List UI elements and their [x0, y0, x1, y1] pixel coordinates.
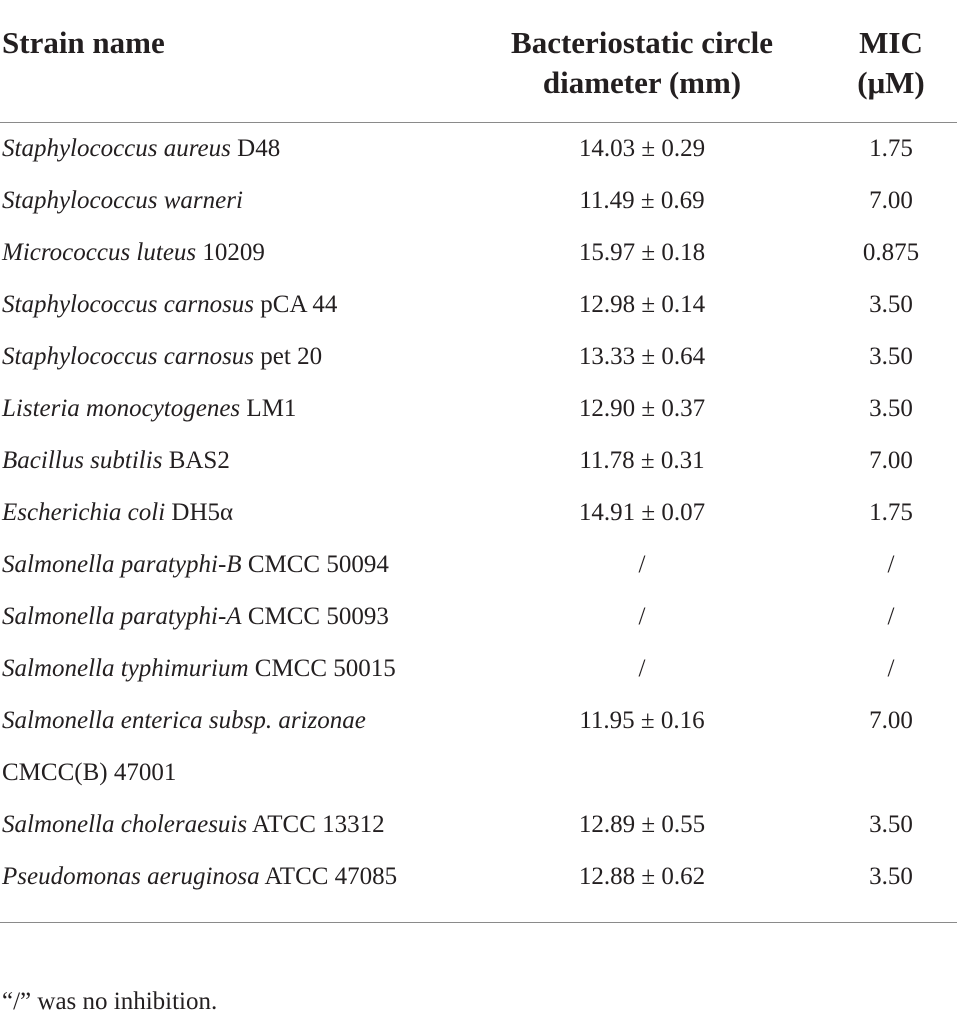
strain-id: ATCC 13312: [247, 811, 385, 838]
mic-value: /: [887, 551, 895, 578]
strain-name: [2, 799, 385, 851]
diameter-value: 11.78 ± 0.31: [579, 447, 705, 474]
species-name: Staphylococcus aureus: [2, 135, 231, 162]
mic-value: /: [887, 603, 895, 630]
table-body: [0, 123, 957, 923]
mic-value: /: [887, 655, 895, 682]
species-name: Bacillus subtilis: [2, 447, 163, 474]
strain-id: CMCC(B) 47001: [2, 759, 177, 786]
diameter-value: 12.88 ± 0.62: [578, 863, 706, 890]
strain-name: [2, 591, 389, 643]
diameter-value: 13.33 ± 0.64: [578, 343, 706, 370]
strain-id: LM1: [240, 395, 297, 422]
strain-name: [2, 539, 389, 591]
mic-value: 7.00: [869, 187, 913, 214]
table-header: [0, 0, 957, 123]
strain-id: BAS2: [162, 447, 230, 474]
species-name: Staphylococcus carnosus: [2, 291, 255, 318]
diameter-value: /: [638, 655, 646, 682]
diameter-value: 11.95 ± 0.16: [579, 707, 705, 734]
species-name: Salmonella typhimurium: [2, 655, 249, 682]
strain-id: CMCC 50015: [248, 655, 396, 682]
strain-id: CMCC 50094: [241, 551, 389, 578]
diameter-value: 12.98 ± 0.14: [578, 291, 706, 318]
mic-value: 1.75: [869, 135, 913, 162]
header-diameter-line1: Bacteriostatic circle: [511, 25, 773, 60]
species-name: Staphylococcus carnosus: [2, 343, 255, 370]
diameter-value: 12.90 ± 0.37: [578, 395, 706, 422]
diameter-value: /: [638, 603, 646, 630]
mic-value: 1.75: [869, 499, 913, 526]
strain-name: [2, 695, 366, 747]
species-name: Salmonella enterica subsp. arizonae: [2, 707, 366, 734]
strain-name: [2, 279, 337, 331]
strain-name: [2, 383, 296, 435]
strain-id: ATCC 47085: [259, 863, 398, 890]
header-mic-line1: MIC: [859, 25, 923, 60]
species-name: Listeria monocytogenes: [2, 395, 241, 422]
header-diameter: [470, 23, 814, 103]
species-name: Micrococcus luteus: [2, 239, 197, 266]
strain-id: DH5α: [165, 499, 234, 526]
diameter-value: 11.49 ± 0.69: [579, 187, 705, 214]
species-name: Salmonella choleraesuis: [2, 811, 248, 838]
header-diameter-line2: diameter (mm): [542, 65, 742, 100]
strain-name: [2, 643, 396, 695]
species-name: Pseudomonas aeruginosa: [2, 863, 260, 890]
strain-name: [2, 435, 230, 487]
diameter-value: 12.89 ± 0.55: [578, 811, 706, 838]
strain-id: pet 20: [254, 343, 323, 370]
mic-value: 3.50: [869, 811, 913, 838]
species-name: Salmonella paratyphi-B: [2, 551, 242, 578]
strain-id: CMCC 50093: [241, 603, 389, 630]
strain-name: [2, 331, 322, 383]
diameter-value: 14.03 ± 0.29: [578, 135, 706, 162]
diameter-value: 14.91 ± 0.07: [578, 499, 706, 526]
species-name: Salmonella paratyphi-A: [2, 603, 242, 630]
strain-name: [2, 175, 243, 227]
strain-name: [2, 227, 265, 279]
strain-id: D48: [230, 135, 281, 162]
mic-value: 3.50: [869, 863, 913, 890]
header-mic-line2: (μM): [857, 65, 925, 100]
strain-name: [2, 123, 280, 175]
diameter-value: 15.97 ± 0.18: [578, 239, 706, 266]
header-strain-name: Strain name: [2, 25, 165, 60]
mic-value: 3.50: [869, 343, 913, 370]
strain-id: 10209: [196, 239, 265, 266]
strain-id: pCA 44: [254, 291, 338, 318]
species-name: Staphylococcus warneri: [2, 187, 243, 214]
mic-value: 3.50: [869, 395, 913, 422]
strain-name: [2, 851, 397, 903]
strain-name: [2, 747, 176, 799]
mic-value: 7.00: [869, 447, 913, 474]
header-mic: [835, 23, 947, 103]
mic-value: 7.00: [869, 707, 913, 734]
mic-value: 0.875: [862, 239, 920, 266]
strain-name: [2, 487, 233, 539]
diameter-value: /: [638, 551, 646, 578]
mic-value: 3.50: [869, 291, 913, 318]
table-footnote: “/” was no inhibition.: [2, 988, 218, 1015]
species-name: Escherichia coli: [2, 499, 166, 526]
